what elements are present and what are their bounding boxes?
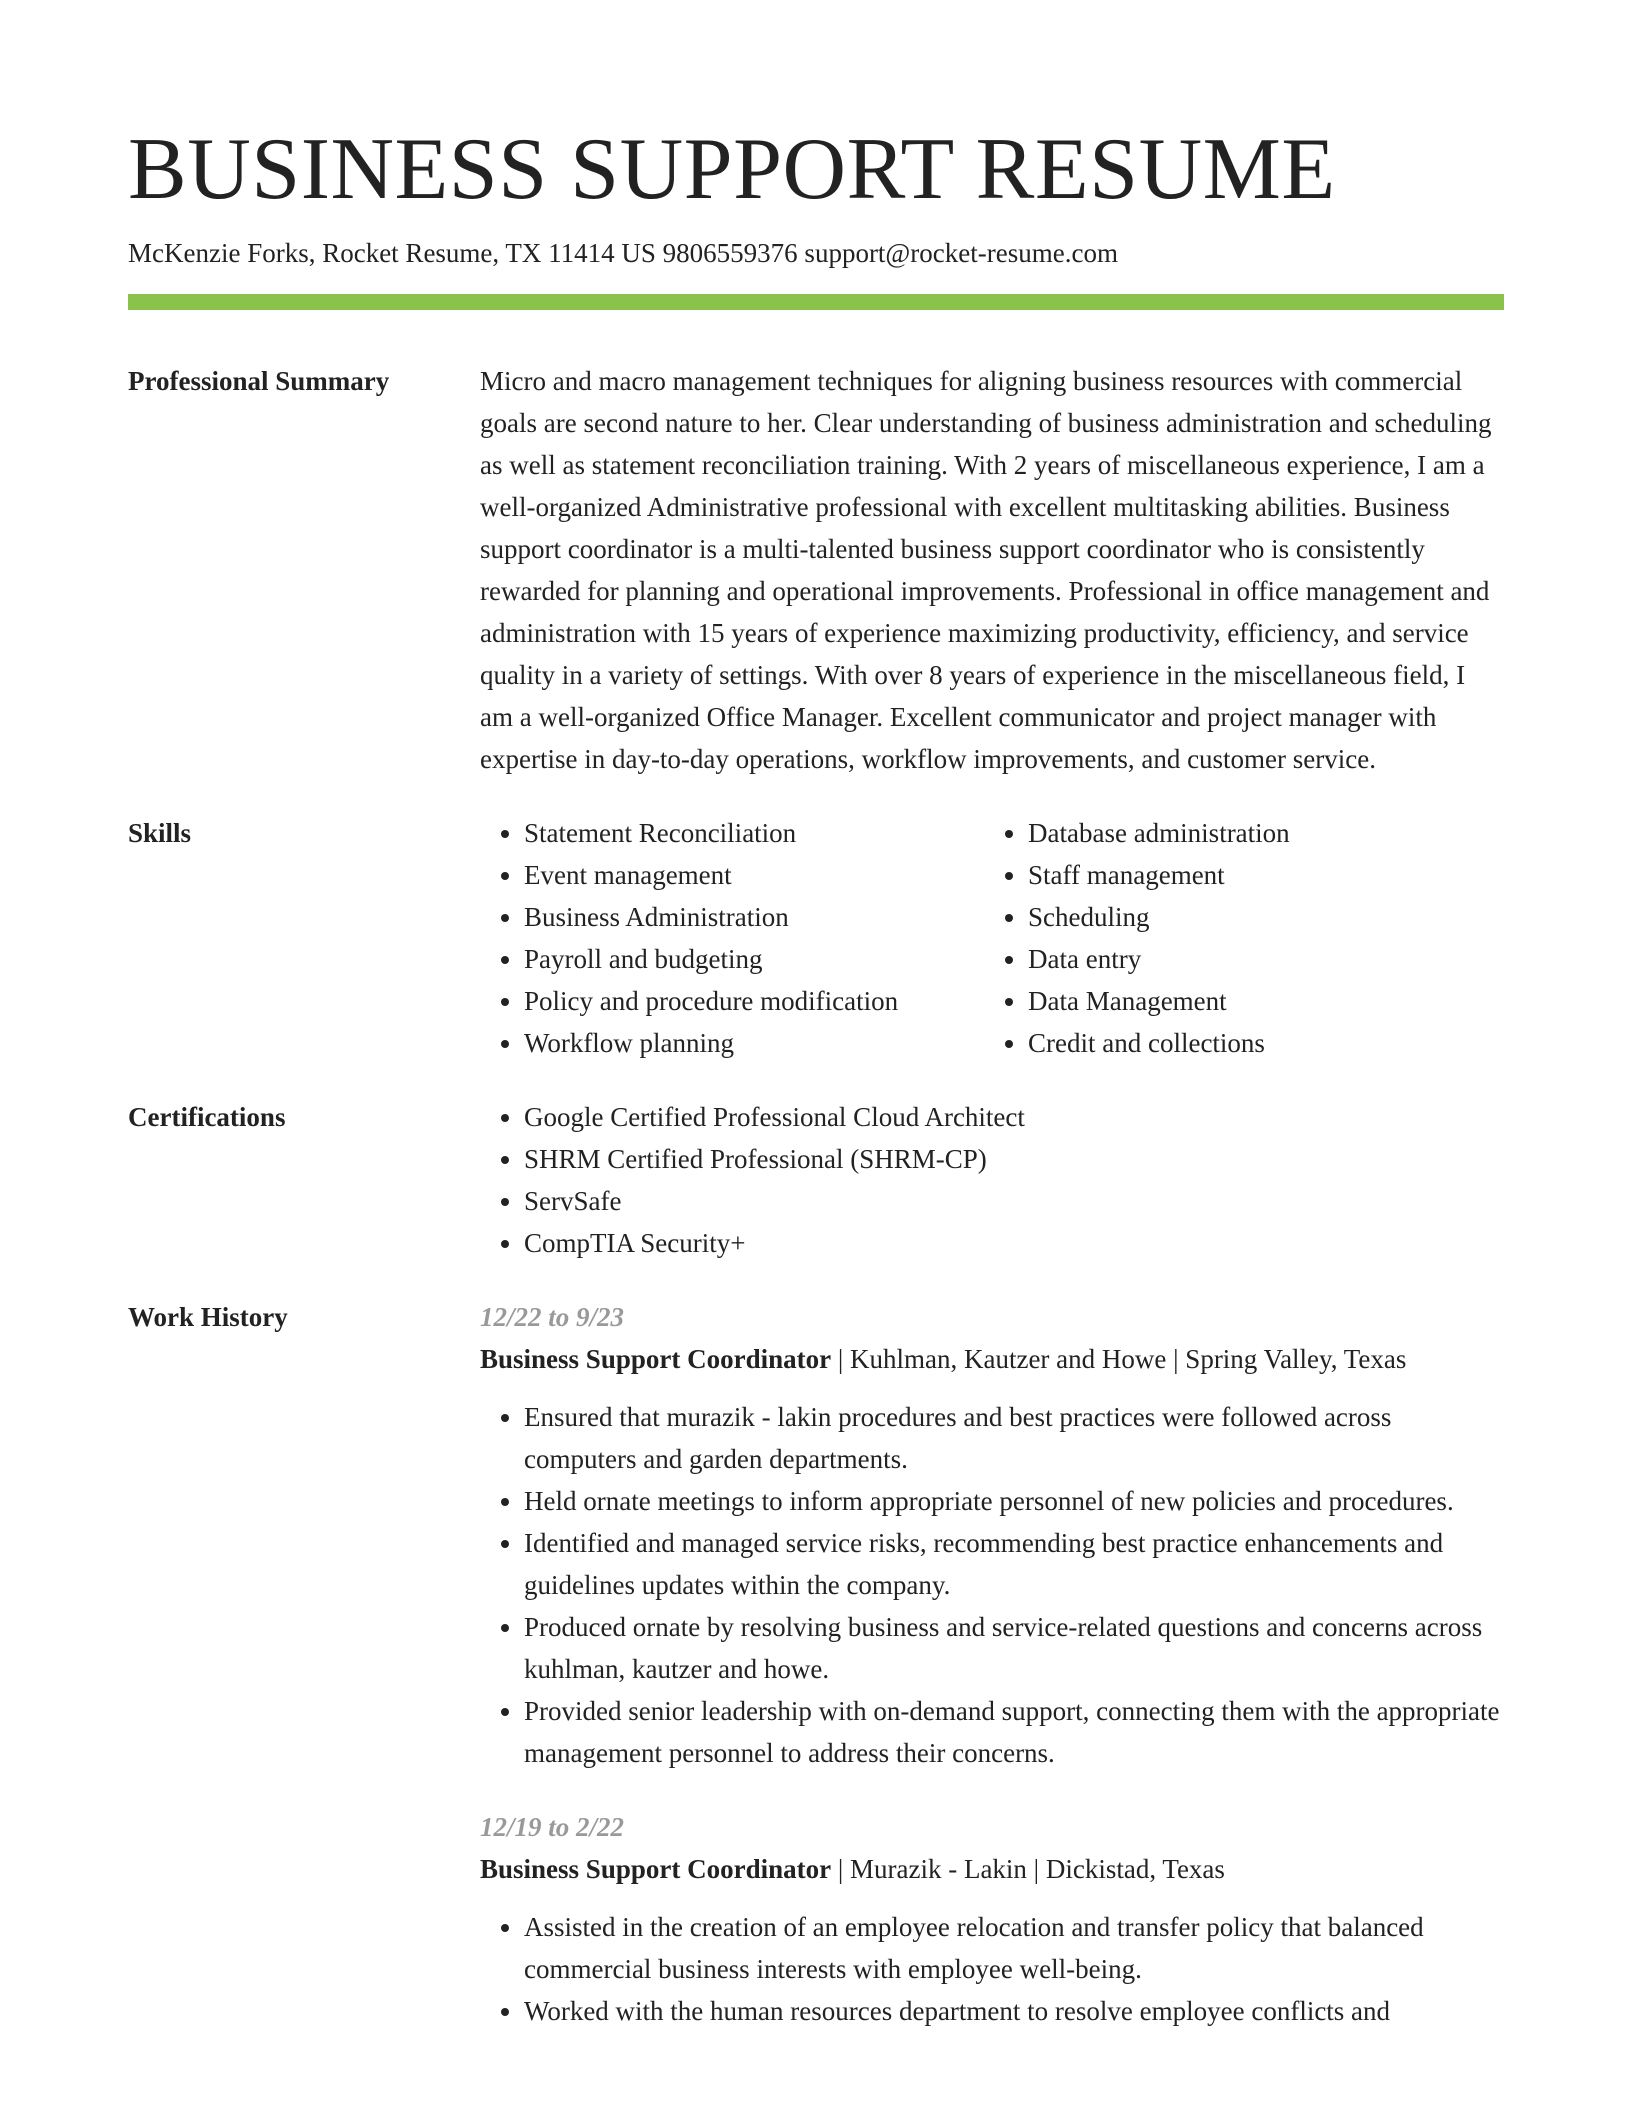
job-bullet: • Worked with the human resources department to resolve employee conflicts and: [524, 1990, 1504, 2032]
job-entry: [480, 1806, 1504, 2032]
job-details: | Kuhlman, Kautzer and Howe | Spring Valley, Texas: [831, 1344, 1407, 1374]
skill-item: • Credit and collections: [1028, 1022, 1488, 1064]
certification-item: • ServSafe: [524, 1180, 1504, 1222]
contact-line: McKenzie Forks, Rocket Resume, TX 11414 US 9806559376 support@rocket-resume.com: [128, 238, 1118, 268]
certifications-section: [128, 1096, 1504, 1264]
certifications-label: Certifications: [128, 1102, 286, 1132]
skill-item: • Database administration: [1028, 812, 1488, 854]
job-bullet: • Produced ornate by resolving business and service-related questions and concerns across kuhlman, kautzer and howe.: [524, 1606, 1504, 1690]
work-history-label: Work History: [128, 1302, 288, 1332]
job-title: Business Support Coordinator: [480, 1344, 832, 1374]
summary-label: Professional Summary: [128, 366, 390, 396]
job-entry: [480, 1296, 1504, 1774]
skill-item: • Business Administration: [524, 896, 984, 938]
skill-item: • Event management: [524, 854, 984, 896]
summary-section: [128, 360, 1504, 780]
page-title: BUSINESS SUPPORT RESUME: [128, 121, 1336, 218]
job-bullet: • Assisted in the creation of an employee relocation and transfer policy that balanced commercial business interests with employee well-being.: [524, 1906, 1504, 1990]
skill-item: • Workflow planning: [524, 1022, 984, 1064]
skills-section: [128, 812, 1504, 1064]
certification-item: • CompTIA Security+: [524, 1222, 1504, 1264]
skills-label: Skills: [128, 818, 192, 848]
certifications-list: [480, 1096, 1504, 1264]
job-bullet-list: [480, 1396, 1504, 1774]
skill-item: • Staff management: [1028, 854, 1488, 896]
resume-page: [128, 0, 1504, 2032]
job-bullet: • Provided senior leadership with on-demand support, connecting them with the appropriate management personnel to address their concerns.: [524, 1690, 1504, 1774]
job-bullet-list: [480, 1906, 1504, 2032]
job-heading: [480, 1338, 1504, 1380]
job-bullet: • Ensured that murazik - lakin procedures and best practices were followed across computers and garden departments.: [524, 1396, 1504, 1480]
job-dates: 12/19 to 2/22: [480, 1812, 625, 1842]
skill-item: • Policy and procedure modification: [524, 980, 984, 1022]
job-bullet: • Held ornate meetings to inform appropriate personnel of new policies and procedures.: [524, 1480, 1504, 1522]
skill-item: • Scheduling: [1028, 896, 1488, 938]
job-bullet: • Identified and managed service risks, recommending best practice enhancements and guidelines updates within the company.: [524, 1522, 1504, 1606]
job-dates: 12/22 to 9/23: [480, 1302, 625, 1332]
skill-item: • Statement Reconciliation: [524, 812, 984, 854]
job-details: | Murazik - Lakin | Dickistad, Texas: [831, 1854, 1225, 1884]
skill-item: • Data entry: [1028, 938, 1488, 980]
job-title: Business Support Coordinator: [480, 1854, 832, 1884]
skill-item: • Payroll and budgeting: [524, 938, 984, 980]
job-heading: [480, 1848, 1504, 1890]
work-history-section: [128, 1296, 1504, 2032]
header-divider: [128, 294, 1504, 310]
skills-list-right: [984, 812, 1488, 1064]
summary-text: Micro and macro management techniques for aligning business resources with commercial goals are second nature to her. Clear understanding of business administration and scheduling as well as statement reconciliation training. With 2 years of miscellaneous experience, I am a well-organized Administrative professional with excellent multitasking abilities. Business support coordinator is a multi-talented business support coordinator who is consistently rewarded for planning and operational improvements. Professional in office management and administration with 15 years of experience maximizing productivity, efficiency, and service quality in a variety of settings. With over 8 years of experience in the miscellaneous field, I am a well-organized Office Manager. Excellent communicator and project manager with expertise in day-to-day operations, workflow improvements, and customer service.: [480, 366, 1492, 774]
skills-list-left: [480, 812, 984, 1064]
skill-item: • Data Management: [1028, 980, 1488, 1022]
certification-item: • Google Certified Professional Cloud Architect: [524, 1096, 1504, 1138]
certification-item: • SHRM Certified Professional (SHRM-CP): [524, 1138, 1504, 1180]
